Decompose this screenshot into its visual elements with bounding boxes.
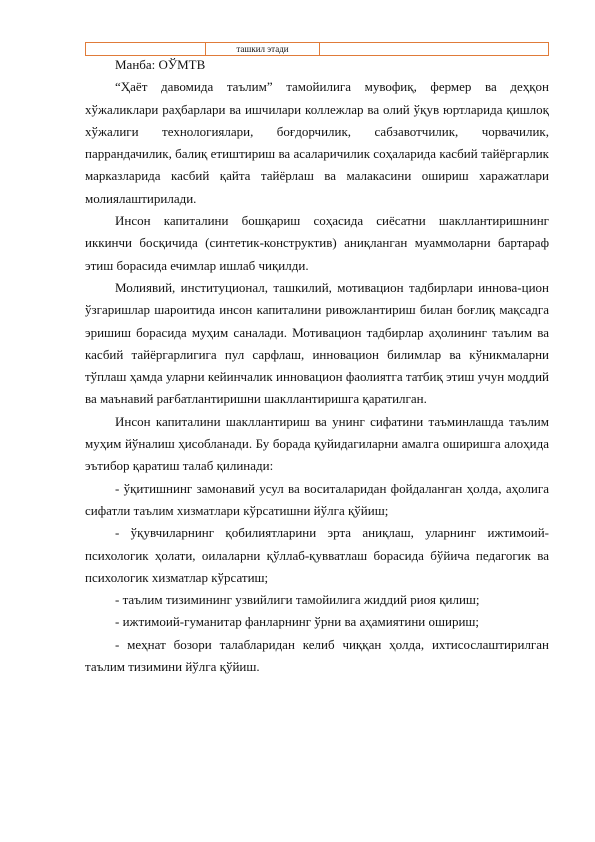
paragraph: Инсон капиталини бошқариш соҳасида сиёсатни шакллантиришнинг иккинчи босқичида (синтетик-конструктив) аниқланган муаммоларни бартараф этиш борасида ечимлар ишлаб чиқилди. — [85, 213, 549, 273]
table-cell: ташкил этади — [206, 43, 320, 55]
paragraph: “Ҳаёт давомида таълим” тамойилига мувофиқ, фермер ва деҳқон хўжаликлари раҳбарлари ва ишчилари коллежлар ва олий ўқув юртларида қишлоқ хўжалиги технологиялари, боғдорчилик, сабзавотчилик, чорвачилик, паррандачилик, балиқ етиштириш ва асаларичилик соҳаларида касбий тайёргарлик марказларида касбий қайта тайёрлаш ва малакасини ошириш харажатлари молиялаштирилади. — [85, 79, 549, 206]
list-item: - ижтимоий-гуманитар фанларнинг ўрни ва аҳамиятини ошириш; — [115, 614, 480, 630]
paragraph: Молиявий, институционал, ташкилий, мотивацион тадбирлари иннова-цион ўзгаришлар шароитида инсон капиталини ривожлантириш билан боғлиқ мақсадга эришиш борасида муҳим саналади. Мотивацион тадбирлар аҳолининг таълим ва касбий тайёргарлигига пул сарфлаш, инновацион билимлар ва кўникмаларни тўплаш ҳамда уларни кейинчалик инновацион фаолиятга татбиқ этиш учун моддий ва маънавий рағбатлантиришни шакллантиришга қаратилган. — [85, 279, 549, 407]
source-line: Манба: ОЎМТВ — [115, 57, 206, 72]
list-item: - таълим тизимининг узвийлиги тамойилига жиддий риоя қилиш; — [115, 592, 480, 608]
list-item: - ўқитишнинг замонавий усул ва воситаларидан фойдаланган ҳолда, аҳолига сифатли таълим хизматлари кўрсатишни йўлга қўйиш; — [85, 480, 549, 518]
list-item: - меҳнат бозори талабларидан келиб чиққан ҳолда, ихтисослаштирилган таълим тизимини йўлга қўйиш. — [85, 636, 549, 675]
paragraph: Инсон капиталини шакллантириш ва унинг сифатини таъминлашда таълим муҳим йўналиш ҳисобланади. Бу борада қуйидагиларни амалга оширишга алоҳида эътибор қаратиш талаб қилинади: — [85, 413, 549, 474]
list-item: - ўқувчиларнинг қобилиятларини эрта аниқлаш, уларнинг ижтимоий-психологик ҳолати, оилаларни қўллаб-қувватлаш борасида бўйича педагогик ва психологик хизматлар кўрсатиш; — [85, 525, 549, 585]
document-body — [85, 54, 549, 678]
